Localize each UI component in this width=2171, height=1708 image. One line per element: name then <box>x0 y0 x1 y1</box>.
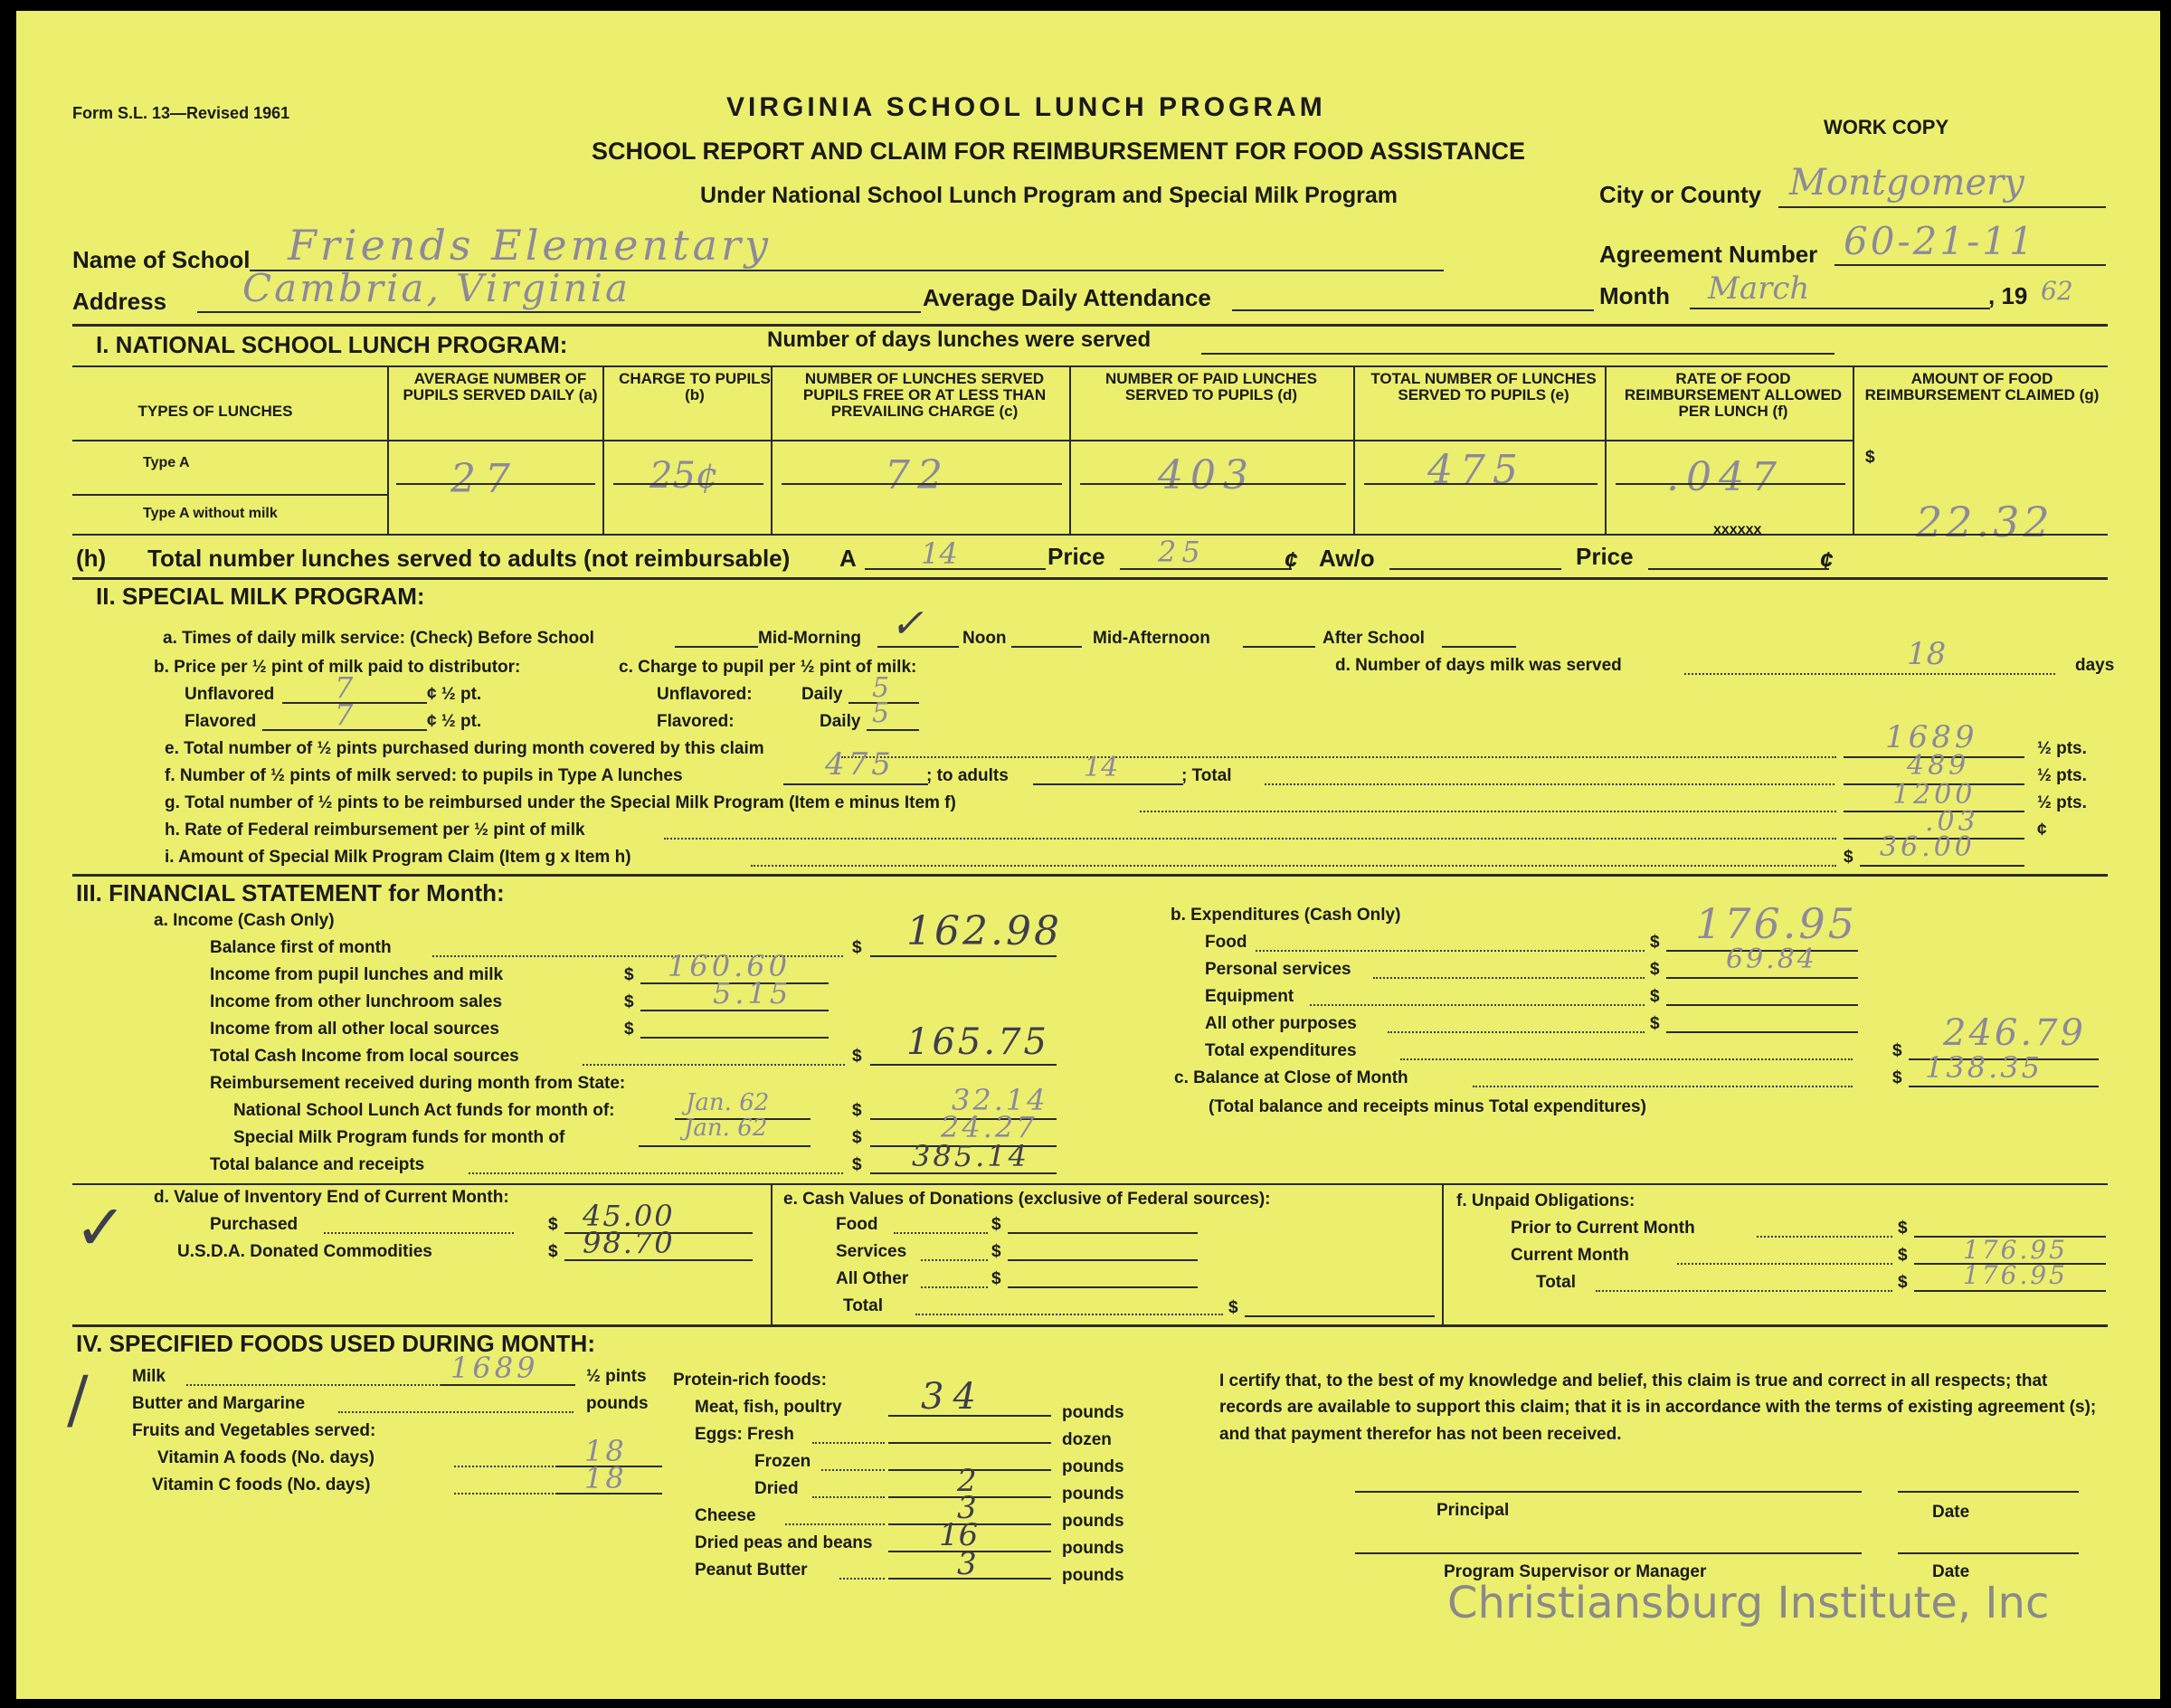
other-local-label: Income from all other local sources <box>210 1020 499 1039</box>
income-title: a. Income (Cash Only) <box>154 911 335 930</box>
work-copy-label: WORK COPY <box>1824 116 1949 138</box>
milk-days-label: d. Number of days milk was served <box>1335 656 1622 675</box>
adults-a-label: A <box>839 545 857 572</box>
purchased-pints-value: 1689 <box>1885 719 1978 755</box>
pupil-charge-label: c. Charge to pupil per ½ pint of milk: <box>619 658 917 677</box>
nsla-label: National School Lunch Act funds for month of: <box>233 1101 615 1120</box>
col-avg-pupils: AVERAGE NUMBER OF PUPILS SERVED DAILY (a) <box>403 370 598 403</box>
butter-label: Butter and Margarine <box>132 1394 306 1413</box>
total-balance-label: Total balance and receipts <box>210 1155 425 1174</box>
unpaid-prior-dollar: $ <box>1898 1219 1908 1238</box>
supervisor-label: Program Supervisor or Manager <box>1444 1562 1707 1581</box>
unpaid-current-value: 176.95 <box>1963 1235 2068 1265</box>
peanut-value: 3 <box>957 1546 977 1582</box>
mid-morning-label: Mid-Morning <box>758 629 861 648</box>
form-number: Form S.L. 13—Revised 1961 <box>72 104 290 122</box>
milk-used-value: 1689 <box>450 1351 539 1385</box>
unflavored-daily-value: 5 <box>872 672 890 704</box>
food-exp-value: 176.95 <box>1695 899 1857 948</box>
milk-claim-label: i. Amount of Special Milk Program Claim (Item g x Item h) <box>165 848 631 867</box>
free-lunches-value: 72 <box>885 452 950 498</box>
col-total-lunches: TOTAL NUMBER OF LUNCHES SERVED TO PUPILS (e) <box>1370 370 1597 403</box>
other-sales-label: Income from other lunchroom sales <box>210 992 503 1011</box>
donations-food-label: Food <box>836 1215 878 1234</box>
usda-dollar: $ <box>548 1242 558 1261</box>
milk-days-value: 18 <box>1907 636 1947 672</box>
section4-title: IV. SPECIFIED FOODS USED DURING MONTH: <box>76 1330 595 1357</box>
other-sales-value: 5.15 <box>713 976 792 1011</box>
adults-awo-label: Aw/o <box>1319 545 1375 572</box>
served-total-unit: ½ pts. <box>2037 766 2087 785</box>
year-value: 62 <box>2041 276 2073 306</box>
form-program-line: Under National School Lunch Program and Special Milk Program <box>700 183 1398 208</box>
other-purposes-dollar: $ <box>1650 1014 1660 1033</box>
pupil-income-label: Income from pupil lunches and milk <box>210 965 504 984</box>
flavored-daily-label: Daily <box>820 712 861 731</box>
month-value: March <box>1708 270 1810 307</box>
peas-unit: pounds <box>1062 1539 1124 1558</box>
ada-label: Average Daily Attendance <box>923 284 1211 311</box>
personal-exp-label: Personal services <box>1205 960 1351 979</box>
pupil-income-dollar: $ <box>624 965 634 984</box>
balance-first-value: 162.98 <box>906 908 1062 954</box>
city-value: Montgomery <box>1789 162 2024 204</box>
unflavored-daily-label: Daily <box>801 685 843 704</box>
donations-food-dollar: $ <box>991 1215 1001 1234</box>
days-unit: days <box>2075 656 2115 675</box>
served-pints-label: f. Number of ½ pints of milk served: to pupils in Type A lunches <box>165 766 683 785</box>
food-exp-dollar: $ <box>1650 933 1660 952</box>
distributor-price-label: b. Price per ½ pint of milk paid to distributor: <box>154 658 521 677</box>
purchased-pints-unit: ½ pts. <box>2037 739 2087 758</box>
unpaid-total-value: 176.95 <box>1963 1260 2068 1290</box>
total-cash-dollar: $ <box>852 1047 862 1066</box>
total-exp-dollar: $ <box>1892 1041 1902 1060</box>
unpaid-prior-label: Prior to Current Month <box>1511 1219 1695 1238</box>
month-label: Month <box>1599 282 1670 309</box>
total-cash-label: Total Cash Income from local sources <box>210 1047 519 1066</box>
inventory-title: d. Value of Inventory End of Current Month: <box>154 1188 509 1207</box>
col-types: TYPES OF LUNCHES <box>137 403 293 420</box>
amount-dollar: $ <box>1865 448 1875 467</box>
avg-pupils-value: 27 <box>450 456 519 502</box>
close-balance-dollar: $ <box>1892 1068 1902 1087</box>
donations-total-dollar: $ <box>1228 1298 1238 1317</box>
unflavored-price: 7 <box>335 670 354 705</box>
adults-h-label: (h) <box>76 545 107 572</box>
butter-unit: pounds <box>586 1394 649 1413</box>
amount-claimed-value: 22.32 <box>1916 498 2053 546</box>
eggs-dried-unit: pounds <box>1062 1485 1124 1504</box>
donations-total-label: Total <box>843 1296 883 1315</box>
cheese-label: Cheese <box>695 1506 756 1525</box>
eggs-frozen-unit: pounds <box>1062 1457 1124 1476</box>
cheese-value: 3 <box>957 1490 977 1526</box>
adults-lunch-label: Total number lunches served to adults (not reimbursable) <box>147 545 791 572</box>
protein-label: Protein-rich foods: <box>673 1371 827 1390</box>
federal-rate-label: h. Rate of Federal reimbursement per ½ pint of milk <box>165 821 585 840</box>
personal-exp-value: 69.84 <box>1726 944 1817 975</box>
eggs-dried-value: 2 <box>957 1463 977 1499</box>
vitamin-c-value: 18 <box>584 1461 627 1495</box>
unpaid-total-dollar: $ <box>1898 1273 1908 1292</box>
adults-price-label: Price <box>1048 543 1105 570</box>
certification-text: I certify that, to the best of my knowledge and belief, this claim is true and correct in all respects; that records are available to support this claim; that it is in accordance with the terms of existing agreement (s); and that payment therefor has not been received. <box>1219 1371 2097 1444</box>
eggs-fresh-unit: dozen <box>1062 1430 1112 1449</box>
address-value: Cambria, Virginia <box>242 266 631 310</box>
purchased-label: Purchased <box>210 1215 299 1234</box>
smp-value: 24.27 <box>941 1110 1038 1144</box>
meat-label: Meat, fish, poultry <box>695 1398 842 1417</box>
served-total-value: 489 <box>1907 750 1970 782</box>
reimbursed-pints-value: 1200 <box>1892 779 1977 811</box>
form-title: VIRGINIA SCHOOL LUNCH PROGRAM <box>726 92 1326 122</box>
year-prefix: , 19 <box>1988 282 2028 309</box>
donations-other-dollar: $ <box>991 1269 1001 1288</box>
milk-times-label: a. Times of daily milk service: (Check) Before School <box>163 629 594 648</box>
charge-value: 25¢ <box>649 455 719 497</box>
expenditures-title: b. Expenditures (Cash Only) <box>1171 906 1401 925</box>
federal-rate-unit: ¢ <box>2037 821 2047 840</box>
total-lunches-value: 475 <box>1427 447 1525 493</box>
section1-title: I. NATIONAL SCHOOL LUNCH PROGRAM: <box>96 331 568 358</box>
peas-value: 16 <box>939 1517 979 1553</box>
section3-title: III. FINANCIAL STATEMENT for Month: <box>76 879 505 906</box>
school-label: Name of School <box>72 246 251 273</box>
flavored-price: 7 <box>335 697 354 732</box>
donations-other-label: All Other <box>836 1269 909 1288</box>
meat-value: 34 <box>921 1376 985 1418</box>
served-adults-label: ; to adults <box>926 766 1009 785</box>
section2-title: II. SPECIAL MILK PROGRAM: <box>96 583 425 610</box>
address-label: Address <box>72 288 167 315</box>
served-pupils-value: 475 <box>825 746 895 783</box>
smp-dollar: $ <box>852 1128 862 1147</box>
adults-cent2: ¢ <box>1820 546 1834 574</box>
donations-services-label: Services <box>836 1242 907 1261</box>
vitamin-a-value: 18 <box>584 1434 627 1468</box>
unpaid-total-label: Total <box>1536 1273 1576 1292</box>
total-balance-value: 385.14 <box>912 1139 1029 1173</box>
after-school-label: After School <box>1323 629 1425 648</box>
supervisor-date-label: Date <box>1932 1562 1970 1581</box>
other-local-dollar: $ <box>624 1020 634 1039</box>
close-balance-value: 138.35 <box>1925 1050 2043 1085</box>
flavored-label: Flavored <box>185 712 257 731</box>
row-type-a-without-milk: Type A without milk <box>143 506 278 521</box>
row-type-a: Type A <box>143 455 190 470</box>
paid-lunches-value: 403 <box>1158 452 1256 498</box>
balance-first-dollar: $ <box>852 938 862 957</box>
principal-label: Principal <box>1436 1501 1510 1520</box>
food-exp-label: Food <box>1205 933 1247 952</box>
equipment-exp-label: Equipment <box>1205 987 1294 1006</box>
meat-unit: pounds <box>1062 1403 1124 1422</box>
adults-cent: ¢ <box>1285 546 1298 574</box>
adults-price-value: 25 <box>1158 535 1206 569</box>
fruits-label: Fruits and Vegetables served: <box>132 1421 376 1440</box>
balance-first-label: Balance first of month <box>210 938 392 957</box>
nsla-month: Jan. 62 <box>686 1089 770 1116</box>
rate-value: .047 <box>1666 454 1784 500</box>
col-rate: RATE OF FOOD REIMBURSEMENT ALLOWED PER LUNCH (f) <box>1624 370 1843 420</box>
milk-claim-dollar: $ <box>1844 848 1853 867</box>
adults-a-value: 14 <box>921 536 958 571</box>
city-label: City or County <box>1599 181 1762 208</box>
equipment-exp-dollar: $ <box>1650 987 1660 1006</box>
col-free-lunches: NUMBER OF LUNCHES SERVED PUPILS FREE OR AT LESS THAN PREVAILING CHARGE (c) <box>802 370 1047 420</box>
eggs-frozen-label: Frozen <box>754 1452 811 1471</box>
supervisor-signature-line[interactable] <box>1355 1552 1862 1554</box>
nsla-dollar: $ <box>852 1101 862 1120</box>
total-balance-dollar: $ <box>852 1155 862 1174</box>
principal-date-label: Date <box>1932 1503 1970 1522</box>
mid-morning-check: ✓ <box>890 601 924 647</box>
close-balance-note: (Total balance and receipts minus Total expenditures) <box>1209 1097 1646 1116</box>
unpaid-current-dollar: $ <box>1898 1246 1908 1265</box>
donations-title: e. Cash Values of Donations (exclusive of Federal sources): <box>783 1190 1271 1209</box>
form-subtitle: SCHOOL REPORT AND CLAIM FOR REIMBURSEMENT FOR FOOD ASSISTANCE <box>592 138 1526 165</box>
other-purposes-label: All other purposes <box>1205 1014 1357 1033</box>
vitamin-a-label: Vitamin A foods (No. days) <box>157 1448 374 1467</box>
form-paper <box>16 11 2160 1699</box>
purchased-value: 45.00 <box>583 1199 675 1233</box>
purchased-dollar: $ <box>548 1215 558 1234</box>
close-balance-label: c. Balance at Close of Month <box>1174 1068 1408 1087</box>
agreement-value: 60-21-11 <box>1844 219 2036 263</box>
nsla-value: 32.14 <box>952 1083 1048 1117</box>
unpaid-title: f. Unpaid Obligations: <box>1456 1191 1635 1210</box>
usda-label: U.S.D.A. Donated Commodities <box>177 1242 432 1261</box>
school-value: Friends Elementary <box>288 221 773 270</box>
unflavored-unit: ¢ ½ pt. <box>427 685 482 704</box>
federal-rate-value: .03 <box>1925 806 1979 838</box>
purchased-pints-label: e. Total number of ½ pints purchased during month covered by this claim <box>165 739 764 758</box>
milk-used-label: Milk <box>132 1367 166 1386</box>
usda-value: 98.70 <box>583 1226 675 1260</box>
total-exp-label: Total expenditures <box>1205 1041 1357 1060</box>
flavored-unit: ¢ ½ pt. <box>427 712 482 731</box>
supervisor-date-line[interactable] <box>1898 1552 2079 1554</box>
unpaid-current-label: Current Month <box>1511 1246 1629 1265</box>
eggs-fresh-label: Eggs: Fresh <box>695 1425 794 1444</box>
watermark: Christiansburg Institute, Inc <box>1447 1578 2050 1628</box>
xs-filler: xxxxxx <box>1713 522 1762 537</box>
smp-label: Special Milk Program funds for month of <box>233 1128 565 1147</box>
noon-label: Noon <box>962 629 1007 648</box>
milk-claim-value: 36.00 <box>1880 831 1976 863</box>
inventory-check-mark: ✓ <box>74 1191 128 1265</box>
principal-signature-line[interactable] <box>1355 1491 1862 1493</box>
served-total-label: ; Total <box>1181 766 1232 785</box>
total-exp-value: 246.79 <box>1943 1012 2086 1054</box>
eggs-dried-label: Dried <box>754 1479 799 1498</box>
col-charge: CHARGE TO PUPILS (b) <box>619 370 771 403</box>
flavored-charge-label: Flavored: <box>657 712 735 731</box>
total-cash-value: 165.75 <box>906 1021 1049 1063</box>
reimbursed-pints-unit: ½ pts. <box>2037 793 2087 812</box>
reimbursed-pints-label: g. Total number of ½ pints to be reimbursed under the Special Milk Program (Item e minus Item f) <box>165 793 956 812</box>
peas-label: Dried peas and beans <box>695 1533 873 1552</box>
personal-exp-dollar: $ <box>1650 960 1660 979</box>
col-paid-lunches: NUMBER OF PAID LUNCHES SERVED TO PUPILS (d) <box>1105 370 1317 403</box>
peanut-label: Peanut Butter <box>695 1561 808 1580</box>
pupil-income-value: 160.60 <box>668 949 791 983</box>
served-adults-value: 14 <box>1084 752 1119 783</box>
adults-price2-label: Price <box>1576 543 1634 570</box>
unflavored-label: Unflavored <box>185 685 275 704</box>
cheese-unit: pounds <box>1062 1512 1124 1531</box>
flavored-daily-value: 5 <box>872 697 890 729</box>
vitamin-c-label: Vitamin C foods (No. days) <box>152 1476 371 1494</box>
other-sales-dollar: $ <box>624 992 634 1011</box>
lunch-days-label: Number of days lunches were served <box>767 327 1152 352</box>
mid-afternoon-label: Mid-Afternoon <box>1093 629 1210 648</box>
principal-date-line[interactable] <box>1898 1491 2079 1493</box>
col-amount: AMOUNT OF FOOD REIMBURSEMENT CLAIMED (g) <box>1864 370 2100 403</box>
donations-services-dollar: $ <box>991 1242 1001 1261</box>
peanut-unit: pounds <box>1062 1566 1124 1585</box>
agreement-label: Agreement Number <box>1599 241 1818 268</box>
milk-used-unit: ½ pints <box>586 1367 647 1386</box>
reimb-label: Reimbursement received during month from State: <box>210 1074 626 1093</box>
foods-check-mark: / <box>67 1362 89 1437</box>
smp-month: Jan. 62 <box>684 1115 768 1142</box>
unflavored-charge-label: Unflavored: <box>657 685 753 704</box>
